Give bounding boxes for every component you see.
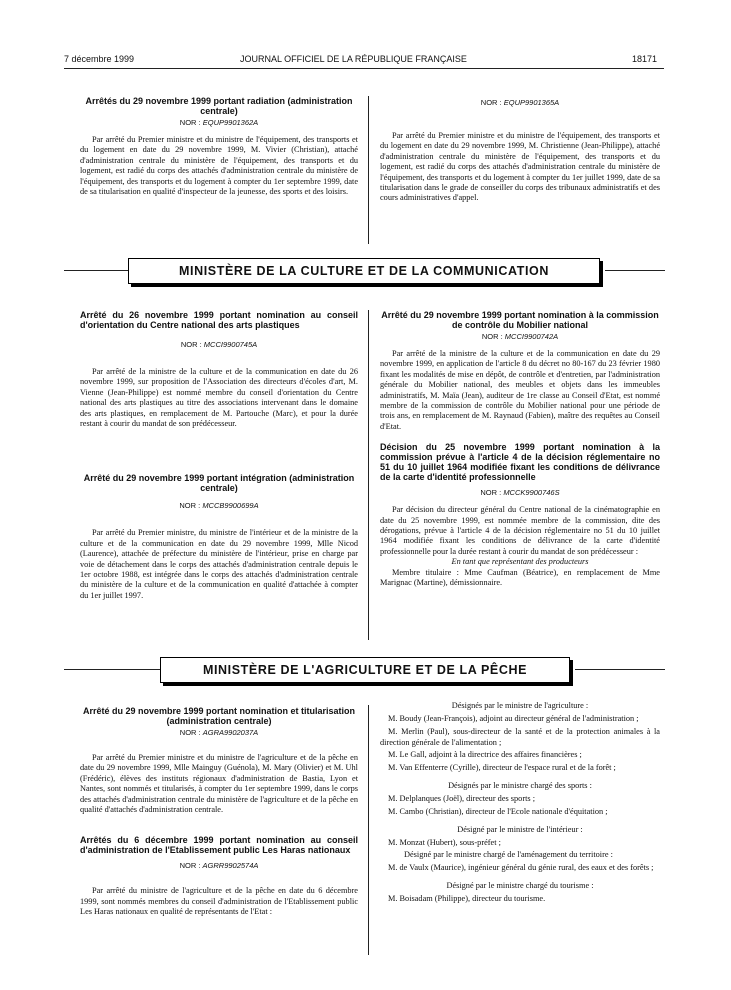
member-item: M. Cambo (Christian), directeur de l'Ecole nationale d'équitation ; xyxy=(388,806,608,816)
column-divider xyxy=(368,705,369,955)
header-date: 7 décembre 1999 xyxy=(64,54,135,64)
member-item: M. Boudy (Jean-François), adjoint au directeur général de l'administration ; xyxy=(388,714,639,723)
header-page-number: 18171 xyxy=(632,54,658,64)
nor-reference: NOR : AGRA9902037A xyxy=(179,728,259,737)
designation-heading: Désigné par le ministre chargé du tourisme : xyxy=(446,880,594,890)
article-title: Arrêté du 26 novembre 1999 portant nomination au conseil d'orientation du Centre national des arts plastiques xyxy=(80,310,358,330)
article-body: Par arrêté du Premier ministre et du ministre de l'équipement, des transports et du logement en date du 29 novembre 1999, M. Vivier (Christian), attaché d'administration centrale du ministère de l'équipement, des transports et du logement, est radié du corps des attachés d'administration centrale du ministère de l'équipement, des transports et du logement à compter du 1er septembre 1999, date de sa titularisation en qualité d'inspecteur de la jeunesse, des sports et des loisirs. xyxy=(80,135,358,197)
member-item: M. Le Gall, adjoint à la directrice des affaires financières ; xyxy=(388,750,582,760)
designation-heading: Désigné par le ministre chargé de l'aménagement du territoire : xyxy=(404,850,613,860)
member-item: M. Monzat (Hubert), sous-préfet ; xyxy=(388,837,501,847)
nor-reference: NOR : AGRR9902574A xyxy=(179,861,259,871)
member-item: M. de Vaulx (Maurice), ingénieur général du génie rural, des eaux et des forêts ; xyxy=(388,863,654,873)
article-title: Arrêtés du 6 décembre 1999 portant nomination au conseil d'administration de l'Etablissement public Les Haras nationaux xyxy=(80,835,358,856)
column-divider xyxy=(368,310,369,640)
article-title: Décision du 25 novembre 1999 portant nomination à la commission prévue à l'article 4 de la décision réglementaire no 51 du 10 juillet 1964 modifiée fixant les conditions de délivrance de la carte d'identité professionnelle xyxy=(380,442,660,483)
designation-heading: Désignés par le ministre chargé des sports : xyxy=(448,780,592,790)
nor-reference: NOR : MCCI9900742A xyxy=(481,332,559,341)
culture-right-column xyxy=(380,310,660,589)
culture-left-column xyxy=(80,310,358,601)
member-item: M. Merlin (Paul), sous-directeur de la santé et de la protection animales à la direction générale de l'alimentation ; xyxy=(380,726,660,747)
header-journal-title: JOURNAL OFFICIEL DE LA RÉPUBLIQUE FRANÇAISE xyxy=(240,54,467,64)
nor-reference: NOR : EQUP9901365A xyxy=(480,98,560,107)
banner-rule-right xyxy=(605,270,665,271)
member-item: M. Van Effenterre (Cyrille), directeur de l'espace rural et de la forêt ; xyxy=(388,763,616,773)
banner-rule-left xyxy=(64,270,128,271)
top-right-article xyxy=(380,96,660,204)
designation-heading: Désigné par le ministre de l'intérieur : xyxy=(457,824,583,834)
member-item: M. Delplanques (Joël), directeur des sports ; xyxy=(388,793,536,803)
article-body: Par arrêté du Premier ministre et du ministre de l'agriculture et de la pêche en date du 29 novembre 1999, Mlle Mainguy (Guénola), M. Mary (Olivier) et M. Uhl (Frédéric), élèves des instituts régionaux d'administration de Bastia, Lyon et Nantes, sont nommés et titularisés, à compter du 1er septembre 1999, dans le corps des attachés d'administration centrale du ministère de l'agriculture et de la pêche en qualité d'attachés d'administration centrale. xyxy=(80,753,358,815)
column-divider xyxy=(368,96,369,244)
nor-reference: NOR : MCCK9900746S xyxy=(480,488,560,498)
banner-rule-right xyxy=(575,669,665,670)
article-title: Arrêté du 29 novembre 1999 portant intégration (administration centrale) xyxy=(83,473,355,494)
section-banner-agriculture: MINISTÈRE DE L'AGRICULTURE ET DE LA PÊCHE xyxy=(160,657,570,683)
section-banner-culture: MINISTÈRE DE LA CULTURE ET DE LA COMMUNICATION xyxy=(128,258,600,284)
article-body: Par arrêté du Premier ministre et du ministre de l'équipement, des transports et du logement en date du 29 novembre 1999, M. Christienne (Jean-Philippe), attaché d'administration centrale du ministère de l'équipement, des transports et du logement, est radié du corps des attachés d'administration centrale du ministère de l'équipement, des transports et du logement à compter du 1er juillet 1999, date de sa titularisation dans le grade de conseiller du corps des tribunaux administratifs et des cours administratives d'appel. xyxy=(380,131,660,203)
header-rule xyxy=(64,68,664,69)
banner-rule-left xyxy=(64,669,160,670)
member-item: M. Boisadam (Philippe), directeur du tourisme. xyxy=(388,893,546,903)
designation-heading: Désignés par le ministre de l'agriculture : xyxy=(451,701,589,710)
nor-reference: NOR : MCCI9900745A xyxy=(180,340,258,349)
agri-left-column xyxy=(80,706,358,918)
producers-subheading: En tant que représentant des producteurs xyxy=(451,557,589,567)
article-title: Arrêté du 29 novembre 1999 portant nomination à la commission de contrôle du Mobilier national xyxy=(381,310,659,330)
article-title: Arrêté du 29 novembre 1999 portant nomination et titularisation (administration centrale) xyxy=(82,706,356,726)
article-body: Par arrêté de la ministre de la culture et de la communication en date du 26 novembre 1999, sur proposition de l'Association des directeurs d'écoles d'art, M. Vienne (Jean-Philippe) est nommé membre du conseil d'orientation du Centre national des arts plastiques au titre des associations intervenant dans le domaine des arts plastiques, en remplacement de M. Partouche (Marc), et pour la durée restant à courir du mandat de son prédécesseur. xyxy=(80,367,358,429)
article-body: Par arrêté du ministre de l'agriculture et de la pêche en date du 6 décembre 1999, sont nommés membres du conseil d'administration de l'Etablissement public Les Haras nationaux en qualité de représentants de l'Etat : xyxy=(80,886,358,917)
top-left-article xyxy=(80,96,358,197)
article-body: Par arrêté de la ministre de la culture et de la communication en date du 29 novembre 1999, en application de l'article 8 du décret no 80-167 du 23 février 1980 fixant les modalités de mise en dépôt, de contrôle et d'entretien, par l'administration générale du Mobilier national, des meubles et objets dans les immeubles administratifs, M. Maïa (Jean), auditeur de 1re classe au Conseil d'Etat, est nommé membre de la commission de contrôle du Mobilier national pour une période de trois ans, en remplacement de M. Raynaud (Fabien), maître des requêtes au Conseil d'Etat. xyxy=(380,349,660,431)
nor-reference: NOR : MCCB9900699A xyxy=(179,501,259,511)
agri-right-column xyxy=(380,700,660,907)
nor-reference: NOR : EQUP9901362A xyxy=(179,118,259,127)
member-line: Membre titulaire : Mme Caufman (Béatrice), en remplacement de Mme Marignac (Martine), démissionnaire. xyxy=(380,567,660,588)
article-title: Arrêtés du 29 novembre 1999 portant radiation (administration centrale) xyxy=(85,96,353,116)
article-body: Par décision du directeur général du Centre national de la cinématographie en date du 25 novembre 1999, est nommée membre de la commission, dite des dérogations, prévue à l'article 4 de la décision réglementaire no 51 du 10 juillet 1964 modifiée fixant les conditions de délivrance de la carte d'identité professionnelle pour la durée restant à courir du mandat de son prédécesseur : xyxy=(380,505,660,556)
article-body: Par arrêté du Premier ministre, du ministre de l'intérieur et de la ministre de la culture et de la communication en date du 29 novembre 1999, Mlle Nicod (Laurence), attachée de préfecture du ministère de l'intérieur, prise en charge par voie de détachement dans le corps des attachés d'administration centrale depuis le 1er octobre 1988, est intégrée dans le corps des attachés d'administration centrale du ministère de la culture et de la communication en qualité d'attachée à compter du 1er juillet 1997. xyxy=(80,528,358,600)
